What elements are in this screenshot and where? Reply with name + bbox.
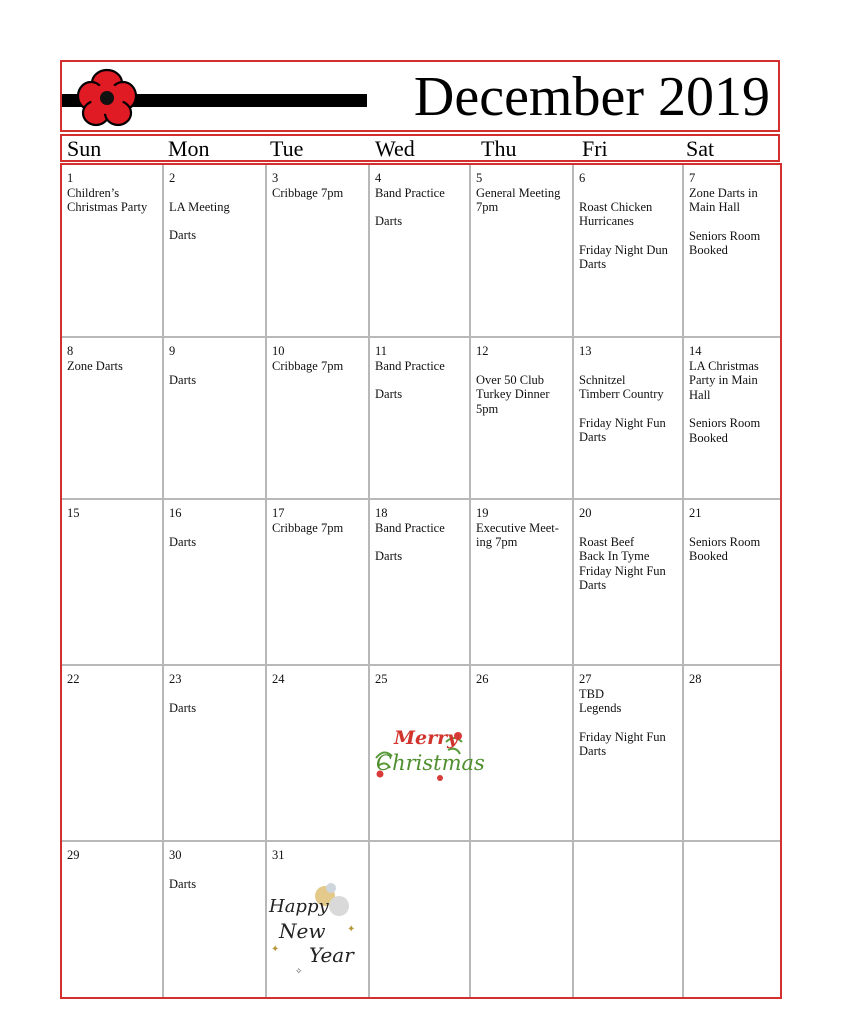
event-text: Darts xyxy=(579,744,607,758)
event-text: LA Christmas xyxy=(689,358,759,373)
day-number: 28 xyxy=(689,672,702,686)
day-number: 16 xyxy=(169,506,182,520)
event-text: Friday Night Fun xyxy=(579,729,666,744)
merry-christmas-image xyxy=(370,718,485,788)
happy-new-year-image xyxy=(267,882,367,977)
day-number: 26 xyxy=(476,672,489,686)
day-number: 27 xyxy=(579,672,592,686)
event-text: Zone Darts in xyxy=(689,185,758,200)
day-cell xyxy=(164,338,265,498)
day-cell xyxy=(471,165,572,336)
day-cell xyxy=(684,666,780,840)
day-number: 23 xyxy=(169,672,182,686)
day-number: 10 xyxy=(272,344,285,358)
day-number: 2 xyxy=(169,171,176,185)
weekday-label: Mon xyxy=(168,136,210,161)
sparkle-icon: ✧ xyxy=(295,966,303,976)
event-text: Turkey Dinner xyxy=(476,387,550,401)
weekday-label: Wed xyxy=(375,136,415,161)
event-text: General Meeting xyxy=(476,185,561,200)
christmas-text: Christmas xyxy=(376,751,485,775)
event-text: Darts xyxy=(579,257,607,271)
weekday-label: Thu xyxy=(481,136,517,161)
empty-cell xyxy=(471,842,572,997)
merry-text: Merry xyxy=(394,727,459,749)
day-number: 18 xyxy=(375,506,388,520)
day-number: 12 xyxy=(476,344,489,358)
day-number: 11 xyxy=(375,344,388,358)
day-number: 30 xyxy=(169,848,182,862)
event-text: Christmas Party xyxy=(67,200,148,214)
event-text: Band Practice xyxy=(375,520,445,535)
day-cell xyxy=(62,500,162,664)
day-number: 4 xyxy=(375,171,382,185)
event-text: Over 50 Club xyxy=(476,372,545,387)
event-text: Darts xyxy=(169,700,197,715)
empty-cell xyxy=(684,842,780,997)
event-text: Executive Meet- xyxy=(476,520,559,535)
day-cell xyxy=(370,338,469,498)
event-text: Band Practice xyxy=(375,358,445,373)
event-text: Roast Chicken xyxy=(579,199,653,214)
month-title: December 2019 xyxy=(413,66,770,128)
day-cell xyxy=(471,666,572,840)
event-text: Party in Main xyxy=(689,373,758,387)
day-number: 8 xyxy=(67,344,74,358)
day-cell xyxy=(62,666,162,840)
event-text: ing 7pm xyxy=(476,535,518,549)
event-text: Schnitzel xyxy=(579,372,626,387)
event-text: LA Meeting xyxy=(169,199,230,214)
day-number: 29 xyxy=(67,848,80,862)
event-text: Seniors Room xyxy=(689,416,761,430)
weekday-label: Sun xyxy=(67,136,102,161)
day-number: 24 xyxy=(272,672,285,686)
day-cell xyxy=(164,165,265,336)
day-number: 9 xyxy=(169,344,176,358)
day-number: 7 xyxy=(689,171,696,185)
event-text: Friday Night Fun xyxy=(579,563,666,578)
day-cell xyxy=(574,165,682,336)
event-text: Cribbage 7pm xyxy=(272,520,344,535)
event-text: Cribbage 7pm xyxy=(272,358,344,373)
calendar-header xyxy=(60,60,780,132)
day-number: 6 xyxy=(579,171,586,185)
year-text: Year xyxy=(309,943,354,967)
event-text: 7pm xyxy=(476,200,499,214)
day-cell xyxy=(267,500,368,664)
day-cell xyxy=(164,842,265,997)
event-text: Darts xyxy=(169,372,197,387)
poppy-icon xyxy=(76,68,138,128)
happy-text: Happy xyxy=(269,896,329,917)
day-cell xyxy=(267,842,368,997)
day-cell xyxy=(684,165,780,336)
day-number: 1 xyxy=(67,171,74,185)
event-text: Darts xyxy=(375,214,403,228)
event-text: Booked xyxy=(689,549,728,563)
event-text: Darts xyxy=(375,387,403,401)
event-text: Main Hall xyxy=(689,200,741,214)
weekday-label: Sat xyxy=(686,136,715,161)
event-text: Darts xyxy=(169,876,197,891)
weekday-label: Tue xyxy=(270,136,304,161)
day-number: 13 xyxy=(579,344,592,358)
new-text: New xyxy=(279,919,326,943)
event-text: Friday Night Fun xyxy=(579,415,666,430)
event-text: Back In Tyme xyxy=(579,549,650,563)
event-text: Booked xyxy=(689,430,728,445)
day-number: 15 xyxy=(67,506,80,520)
day-cell xyxy=(471,500,572,664)
event-text: Darts xyxy=(579,578,607,592)
day-number: 3 xyxy=(272,171,279,185)
event-text: 5pm xyxy=(476,401,499,416)
day-cell xyxy=(684,338,780,498)
empty-cell xyxy=(574,842,682,997)
day-cell xyxy=(684,500,780,664)
day-number: 5 xyxy=(476,171,483,185)
event-text: Legends xyxy=(579,701,622,715)
day-cell xyxy=(267,338,368,498)
day-cell xyxy=(62,842,162,997)
event-text: Band Practice xyxy=(375,185,445,200)
event-text: Cribbage 7pm xyxy=(272,185,344,200)
event-text: Timberr Country xyxy=(579,387,664,401)
event-text: Hall xyxy=(689,387,711,402)
day-number: 17 xyxy=(272,506,285,520)
weekday-label: Fri xyxy=(582,136,608,161)
day-cell xyxy=(574,500,682,664)
event-text: Darts xyxy=(169,534,197,549)
day-cell xyxy=(574,338,682,498)
sparkle-icon: ✦ xyxy=(271,944,280,955)
day-number: 14 xyxy=(689,344,702,358)
day-number: 20 xyxy=(579,506,592,520)
event-text: Friday Night Dun xyxy=(579,242,668,257)
day-number: 21 xyxy=(689,506,702,520)
empty-cell xyxy=(370,842,469,997)
day-cell xyxy=(370,165,469,336)
event-text: TBD xyxy=(579,686,604,701)
day-cell xyxy=(164,666,265,840)
day-cell xyxy=(471,338,572,498)
sparkle-icon: ✦ xyxy=(347,924,356,935)
day-cell xyxy=(370,500,469,664)
event-text: Zone Darts xyxy=(67,358,123,373)
event-text: Darts xyxy=(579,430,607,444)
weekday-header-row xyxy=(60,134,780,162)
event-text: Seniors Room xyxy=(689,534,761,549)
day-cell xyxy=(574,666,682,840)
day-cell xyxy=(164,500,265,664)
calendar-grid xyxy=(60,163,782,999)
day-number: 19 xyxy=(476,506,489,520)
day-cell xyxy=(62,338,162,498)
day-cell xyxy=(267,165,368,336)
event-text: Roast Beef xyxy=(579,534,635,549)
day-cell xyxy=(62,165,162,336)
event-text: Darts xyxy=(169,228,197,242)
day-number: 22 xyxy=(67,672,80,686)
day-number: 31 xyxy=(272,848,285,862)
day-number: 25 xyxy=(375,672,388,686)
event-text: Booked xyxy=(689,243,728,257)
event-text: Seniors Room xyxy=(689,228,761,243)
event-text: Children’s xyxy=(67,185,120,200)
event-text: Darts xyxy=(375,549,403,563)
event-text: Hurricanes xyxy=(579,214,634,228)
day-cell xyxy=(267,666,368,840)
